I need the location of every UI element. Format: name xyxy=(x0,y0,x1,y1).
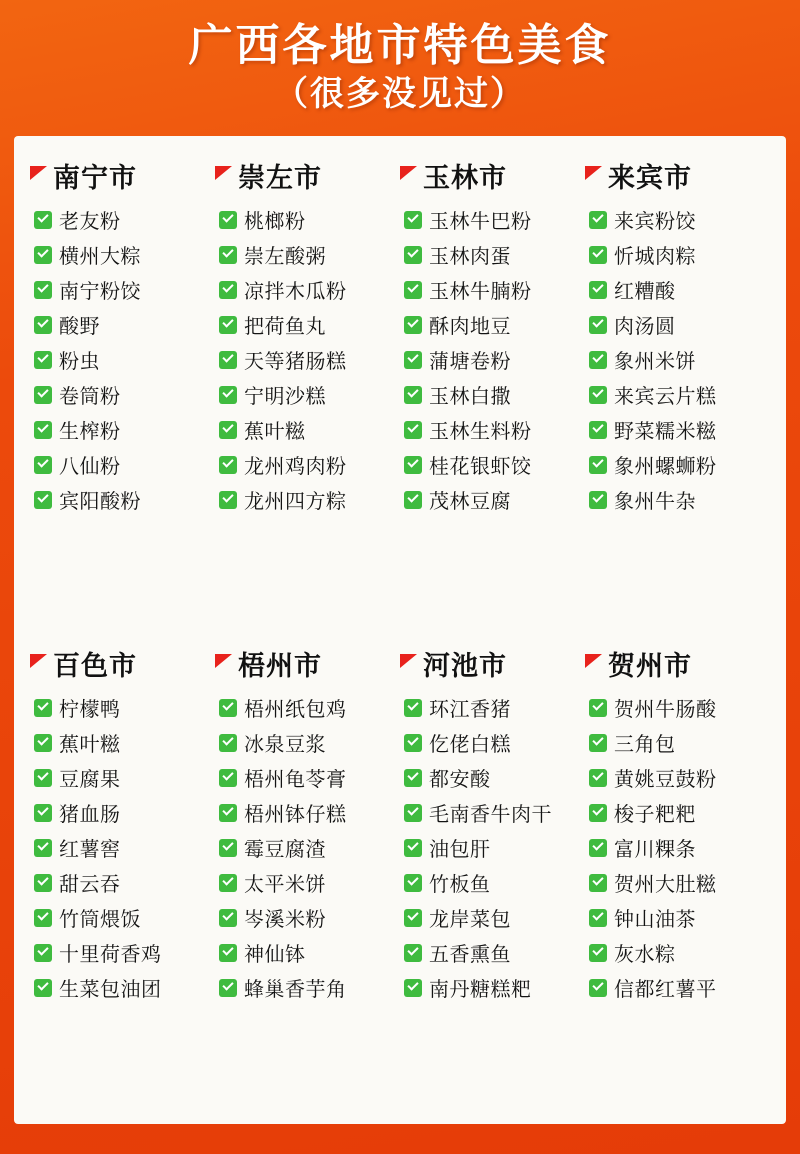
list-item: 八仙粉 xyxy=(34,450,215,479)
check-icon xyxy=(589,281,607,299)
flag-marker-icon xyxy=(215,654,232,668)
list-item: 酸野 xyxy=(34,310,215,339)
list-item: 老友粉 xyxy=(34,205,215,234)
check-icon xyxy=(34,386,52,404)
check-icon xyxy=(589,316,607,334)
check-icon xyxy=(589,979,607,997)
city-name-label: 南宁市 xyxy=(53,163,137,194)
check-icon xyxy=(404,769,422,787)
check-icon xyxy=(589,839,607,857)
city-title-baise xyxy=(30,644,215,683)
list-item: 茂林豆腐 xyxy=(404,485,585,514)
check-icon xyxy=(219,909,237,927)
list-item: 崇左酸粥 xyxy=(219,240,400,269)
check-icon xyxy=(219,491,237,509)
list-item: 桂花银虾饺 xyxy=(404,450,585,479)
list-item: 梧州龟苓膏 xyxy=(219,763,400,792)
food-list-nanning xyxy=(30,205,215,514)
list-item: 把荷鱼丸 xyxy=(219,310,400,339)
list-item: 信都红薯平 xyxy=(589,973,770,1002)
list-item: 来宾云片糕 xyxy=(589,380,770,409)
check-icon xyxy=(404,909,422,927)
check-icon xyxy=(219,839,237,857)
page-subtitle: （很多没见过） xyxy=(274,73,526,114)
list-item: 玉林白撒 xyxy=(404,380,585,409)
check-icon xyxy=(34,874,52,892)
list-item: 南宁粉饺 xyxy=(34,275,215,304)
check-icon xyxy=(219,421,237,439)
city-lists-row-2 xyxy=(30,693,770,1002)
check-icon xyxy=(34,351,52,369)
check-icon xyxy=(219,874,237,892)
check-icon xyxy=(404,386,422,404)
check-icon xyxy=(589,456,607,474)
page-title: 广西各地市特色美食 xyxy=(188,20,612,72)
poster-header xyxy=(0,0,800,136)
city-title-chongzuo xyxy=(215,156,400,195)
list-item: 神仙钵 xyxy=(219,938,400,967)
city-block-2 xyxy=(30,644,770,1114)
flag-marker-icon xyxy=(30,166,47,180)
list-item: 黄姚豆鼓粉 xyxy=(589,763,770,792)
list-item: 贺州牛肠酸 xyxy=(589,693,770,722)
city-name-label: 来宾市 xyxy=(608,163,692,194)
city-name-label: 河池市 xyxy=(423,651,507,682)
check-icon xyxy=(34,979,52,997)
list-item: 竹筒煨饭 xyxy=(34,903,215,932)
city-title-hezhou xyxy=(585,644,770,683)
list-item: 忻城肉粽 xyxy=(589,240,770,269)
check-icon xyxy=(34,699,52,717)
list-item: 十里荷香鸡 xyxy=(34,938,215,967)
check-icon xyxy=(404,804,422,822)
check-icon xyxy=(34,839,52,857)
list-item: 宁明沙糕 xyxy=(219,380,400,409)
list-item: 肉汤圆 xyxy=(589,310,770,339)
food-list-laibin xyxy=(585,205,770,514)
check-icon xyxy=(404,316,422,334)
list-item: 蕉叶糍 xyxy=(34,728,215,757)
list-item: 粉虫 xyxy=(34,345,215,374)
list-item: 三角包 xyxy=(589,728,770,757)
food-list-baise xyxy=(30,693,215,1002)
flag-marker-icon xyxy=(30,654,47,668)
list-item: 环江香猪 xyxy=(404,693,585,722)
list-item: 毛南香牛肉干 xyxy=(404,798,585,827)
check-icon xyxy=(34,491,52,509)
list-item: 卷筒粉 xyxy=(34,380,215,409)
city-lists-row-1 xyxy=(30,205,770,514)
check-icon xyxy=(589,699,607,717)
check-icon xyxy=(219,699,237,717)
flag-marker-icon xyxy=(215,166,232,180)
check-icon xyxy=(589,491,607,509)
food-list-wuzhou xyxy=(215,693,400,1002)
flag-marker-icon xyxy=(400,654,417,668)
list-item: 玉林生料粉 xyxy=(404,415,585,444)
check-icon xyxy=(219,769,237,787)
check-icon xyxy=(589,246,607,264)
list-item: 天等猪肠糕 xyxy=(219,345,400,374)
list-item: 来宾粉饺 xyxy=(589,205,770,234)
list-item: 龙岸菜包 xyxy=(404,903,585,932)
city-name-label: 百色市 xyxy=(53,651,137,682)
check-icon xyxy=(219,386,237,404)
check-icon xyxy=(219,351,237,369)
city-block-1 xyxy=(30,156,770,626)
list-item: 玉林牛巴粉 xyxy=(404,205,585,234)
list-item: 红糟酸 xyxy=(589,275,770,304)
food-list-yulin xyxy=(400,205,585,514)
check-icon xyxy=(34,769,52,787)
check-icon xyxy=(589,944,607,962)
city-title-wuzhou xyxy=(215,644,400,683)
list-item: 岑溪米粉 xyxy=(219,903,400,932)
check-icon xyxy=(404,246,422,264)
list-item: 玉林肉蛋 xyxy=(404,240,585,269)
check-icon xyxy=(219,456,237,474)
list-item: 野菜糯米糍 xyxy=(589,415,770,444)
food-list-hechi xyxy=(400,693,585,1002)
check-icon xyxy=(34,734,52,752)
content-card xyxy=(14,136,786,1124)
list-item: 冰泉豆浆 xyxy=(219,728,400,757)
check-icon xyxy=(589,909,607,927)
check-icon xyxy=(34,804,52,822)
list-item: 都安酸 xyxy=(404,763,585,792)
list-item: 象州米饼 xyxy=(589,345,770,374)
list-item: 蜂巢香芋角 xyxy=(219,973,400,1002)
check-icon xyxy=(404,699,422,717)
flag-marker-icon xyxy=(400,166,417,180)
list-item: 玉林牛腩粉 xyxy=(404,275,585,304)
check-icon xyxy=(404,456,422,474)
check-icon xyxy=(589,211,607,229)
list-item: 柠檬鸭 xyxy=(34,693,215,722)
check-icon xyxy=(219,944,237,962)
check-icon xyxy=(34,909,52,927)
list-item: 梭子粑粑 xyxy=(589,798,770,827)
check-icon xyxy=(404,734,422,752)
list-item: 酥肉地豆 xyxy=(404,310,585,339)
list-item: 红薯窖 xyxy=(34,833,215,862)
list-item: 龙州四方粽 xyxy=(219,485,400,514)
list-item: 钟山油茶 xyxy=(589,903,770,932)
list-item: 生榨粉 xyxy=(34,415,215,444)
food-list-chongzuo xyxy=(215,205,400,514)
list-item: 生菜包油团 xyxy=(34,973,215,1002)
city-titles-row-1 xyxy=(30,156,770,195)
list-item: 油包肝 xyxy=(404,833,585,862)
check-icon xyxy=(34,421,52,439)
check-icon xyxy=(404,944,422,962)
check-icon xyxy=(404,351,422,369)
check-icon xyxy=(404,211,422,229)
check-icon xyxy=(34,316,52,334)
check-icon xyxy=(404,281,422,299)
check-icon xyxy=(219,246,237,264)
check-icon xyxy=(404,491,422,509)
list-item: 仡佬白糕 xyxy=(404,728,585,757)
list-item: 霉豆腐渣 xyxy=(219,833,400,862)
list-item: 梧州纸包鸡 xyxy=(219,693,400,722)
list-item: 桃榔粉 xyxy=(219,205,400,234)
city-titles-row-2 xyxy=(30,644,770,683)
flag-marker-icon xyxy=(585,654,602,668)
city-title-hechi xyxy=(400,644,585,683)
check-icon xyxy=(34,456,52,474)
list-item: 豆腐果 xyxy=(34,763,215,792)
list-item: 象州牛杂 xyxy=(589,485,770,514)
check-icon xyxy=(219,211,237,229)
city-title-yulin xyxy=(400,156,585,195)
list-item: 南丹糖糕粑 xyxy=(404,973,585,1002)
city-title-laibin xyxy=(585,156,770,195)
check-icon xyxy=(219,316,237,334)
check-icon xyxy=(404,839,422,857)
list-item: 灰水粽 xyxy=(589,938,770,967)
check-icon xyxy=(589,769,607,787)
list-item: 竹板鱼 xyxy=(404,868,585,897)
list-item: 龙州鸡肉粉 xyxy=(219,450,400,479)
list-item: 蕉叶糍 xyxy=(219,415,400,444)
check-icon xyxy=(219,804,237,822)
check-icon xyxy=(589,421,607,439)
check-icon xyxy=(34,281,52,299)
check-icon xyxy=(34,246,52,264)
list-item: 象州螺蛳粉 xyxy=(589,450,770,479)
list-item: 宾阳酸粉 xyxy=(34,485,215,514)
city-name-label: 玉林市 xyxy=(423,163,507,194)
check-icon xyxy=(219,979,237,997)
food-list-hezhou xyxy=(585,693,770,1002)
check-icon xyxy=(589,734,607,752)
list-item: 五香熏鱼 xyxy=(404,938,585,967)
city-name-label: 崇左市 xyxy=(238,163,322,194)
check-icon xyxy=(589,351,607,369)
check-icon xyxy=(589,804,607,822)
check-icon xyxy=(589,874,607,892)
list-item: 太平米饼 xyxy=(219,868,400,897)
check-icon xyxy=(34,211,52,229)
list-item: 富川粿条 xyxy=(589,833,770,862)
list-item: 凉拌木瓜粉 xyxy=(219,275,400,304)
city-name-label: 贺州市 xyxy=(608,651,692,682)
city-title-nanning xyxy=(30,156,215,195)
list-item: 蒲塘卷粉 xyxy=(404,345,585,374)
check-icon xyxy=(219,281,237,299)
check-icon xyxy=(404,979,422,997)
list-item: 横州大粽 xyxy=(34,240,215,269)
city-name-label: 梧州市 xyxy=(238,651,322,682)
check-icon xyxy=(589,386,607,404)
list-item: 猪血肠 xyxy=(34,798,215,827)
flag-marker-icon xyxy=(585,166,602,180)
list-item: 梧州钵仔糕 xyxy=(219,798,400,827)
list-item: 甜云吞 xyxy=(34,868,215,897)
check-icon xyxy=(404,421,422,439)
check-icon xyxy=(34,944,52,962)
list-item: 贺州大肚糍 xyxy=(589,868,770,897)
check-icon xyxy=(219,734,237,752)
check-icon xyxy=(404,874,422,892)
